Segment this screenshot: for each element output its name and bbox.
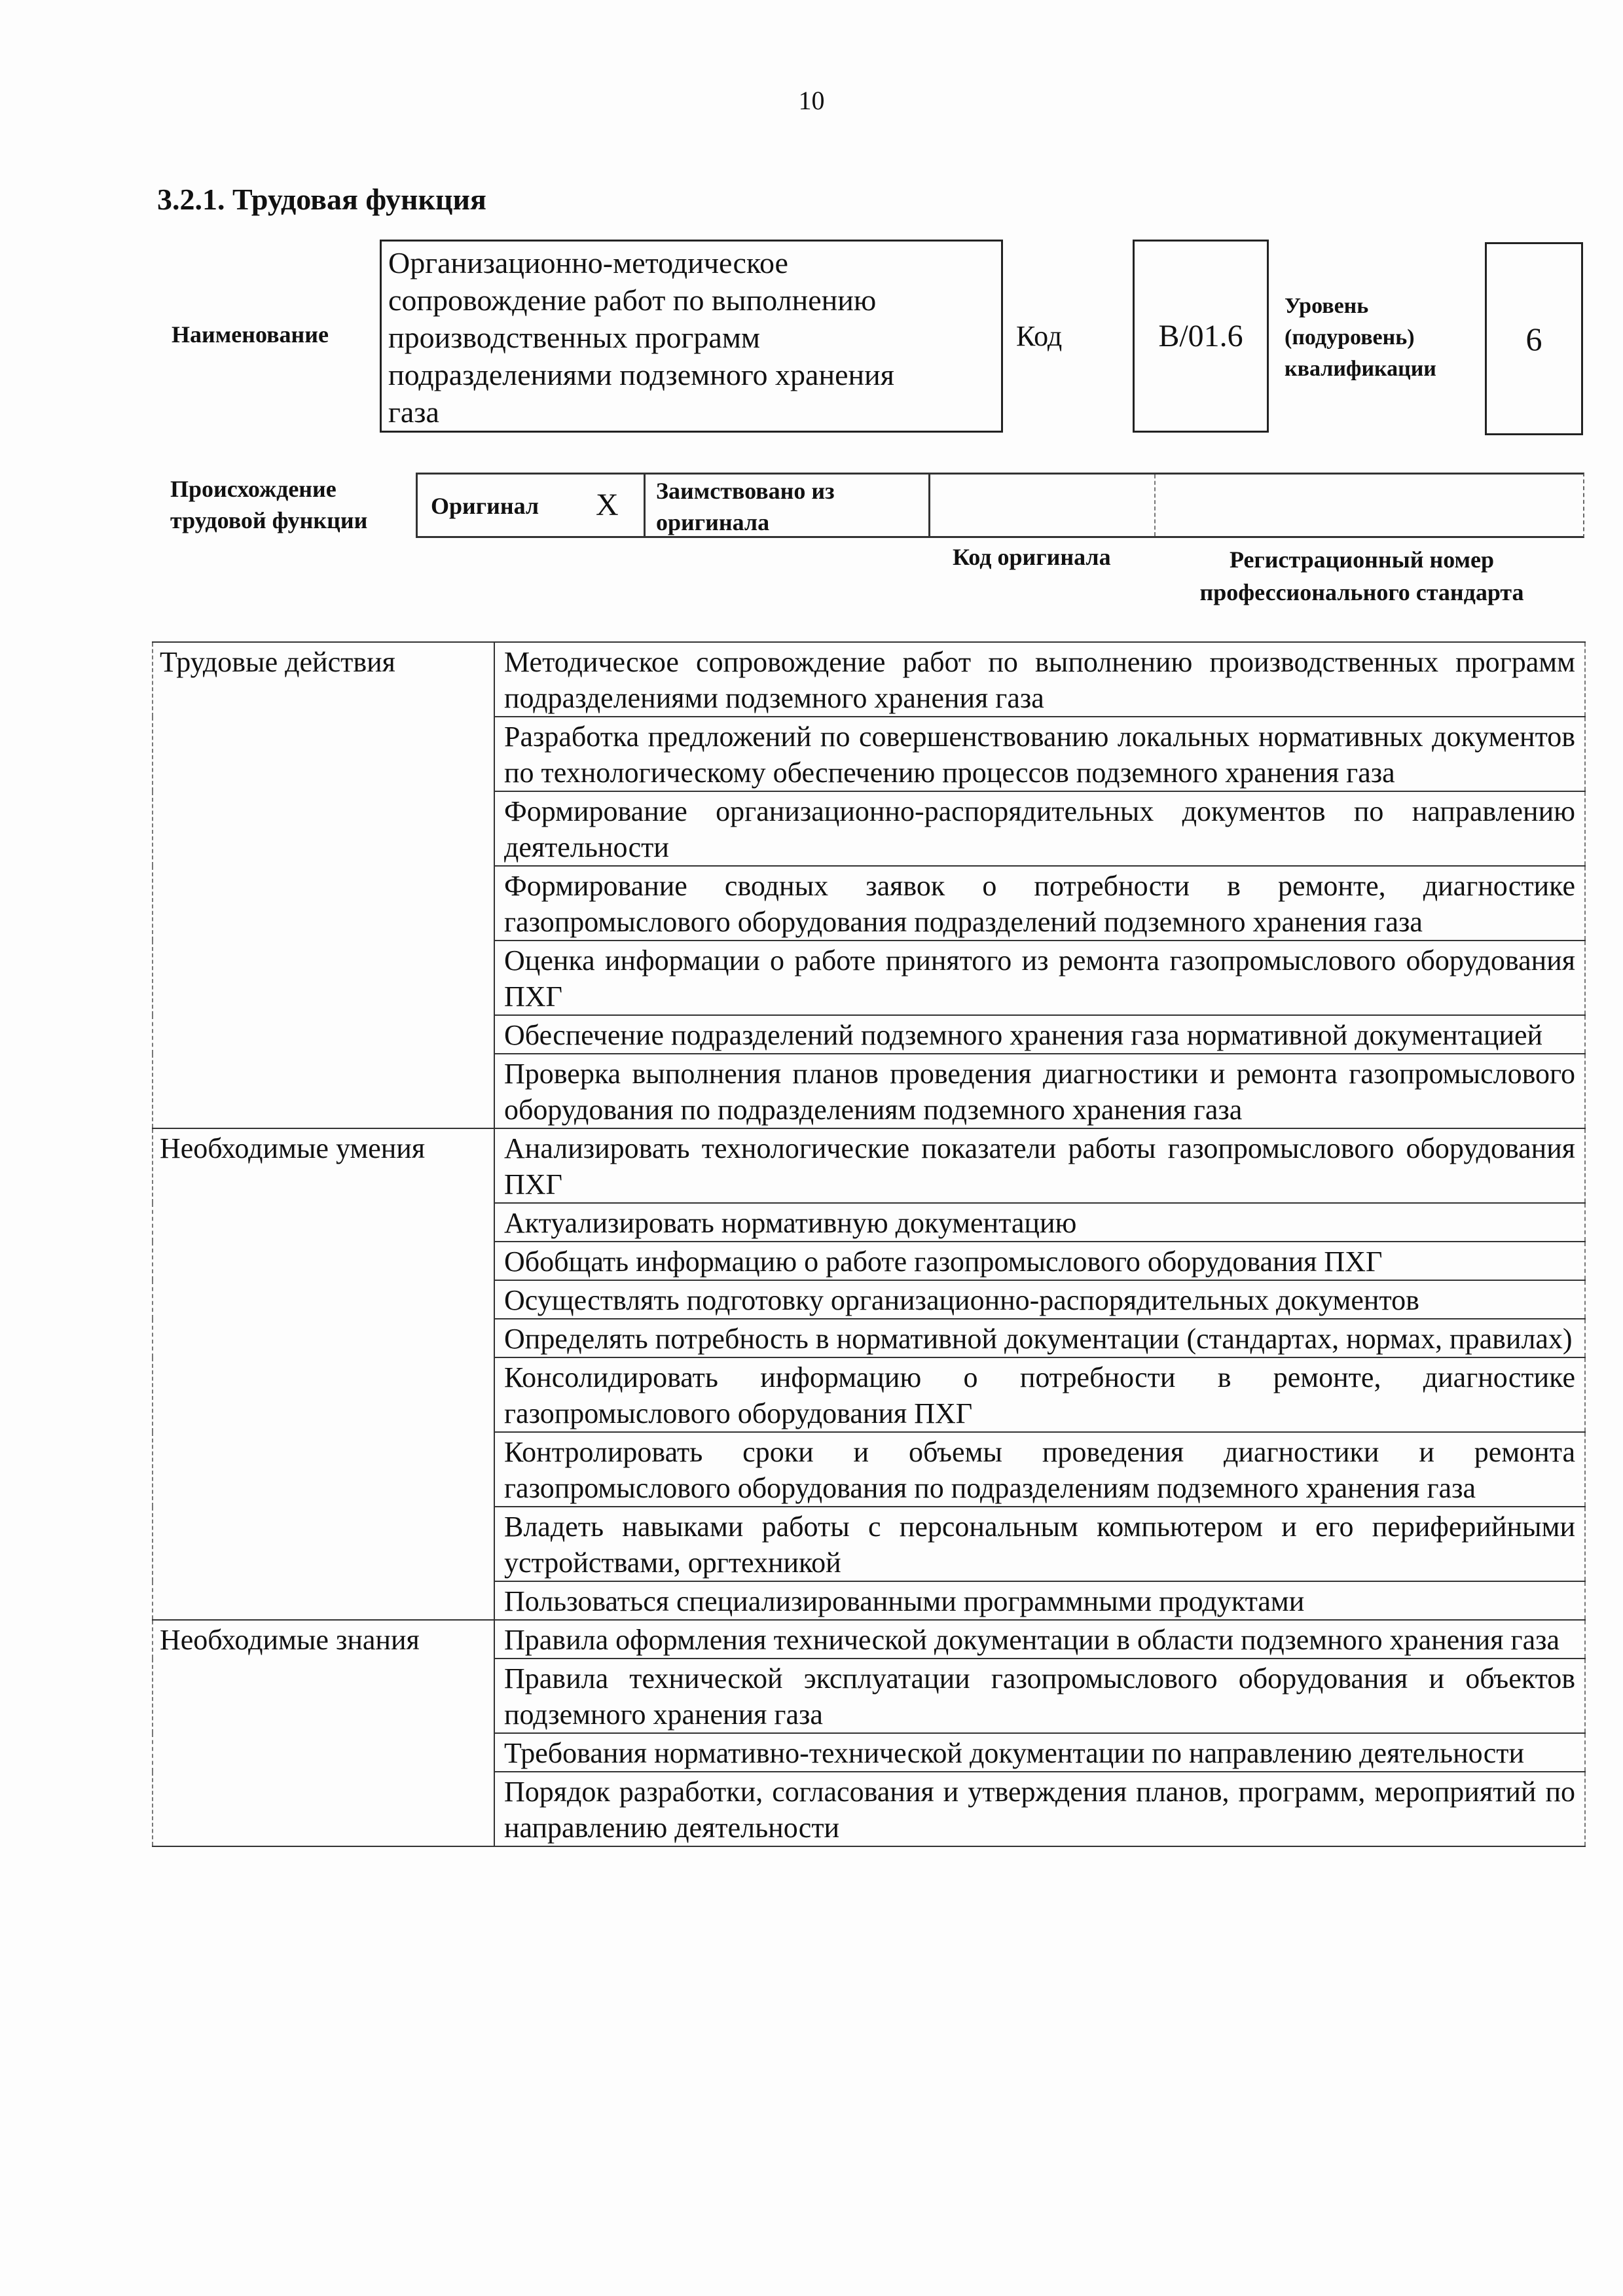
function-name-line: производственных программ: [388, 321, 761, 354]
table-cell: Обобщать информацию о работе газопромыслового оборудования ПХГ: [494, 1242, 1585, 1280]
name-label: Наименование: [172, 321, 329, 348]
table-cell: Проверка выполнения планов проведения диагностики и ремонта газопромыслового оборудования по подразделениям подземного хранения газа: [494, 1054, 1585, 1128]
origin-table-divider: [644, 475, 646, 536]
level-value-box: [1485, 242, 1583, 435]
borrowed-label-line: оригинала: [656, 509, 770, 535]
table-cell: Осуществлять подготовку организационно-распорядительных документов: [494, 1280, 1585, 1319]
origin-table-divider: [1154, 475, 1156, 536]
table-cell: Требования нормативно-технической документации по направлению деятельности: [494, 1733, 1585, 1772]
reg-number-caption: [1165, 543, 1558, 609]
table-cell: Правила технической эксплуатации газопромыслового оборудования и объектов подземного хранения газа: [494, 1659, 1585, 1733]
level-label-line: квалификации: [1285, 357, 1436, 381]
origin-table-divider: [928, 475, 930, 536]
level-label-line: Уровень: [1285, 294, 1369, 318]
section-title: 3.2.1. Трудовая функция: [157, 183, 486, 216]
table-cell: Консолидировать информацию о потребности в ремонте, диагностике газопромыслового оборудования ПХГ: [494, 1357, 1585, 1432]
table-cell: Формирование сводных заявок о потребности в ремонте, диагностике газопромыслового оборудования подразделений подземного хранения газа: [494, 866, 1585, 941]
table-cell: Контролировать сроки и объемы проведения диагностики и ремонта газопромыслового оборудования по подразделениям подземного хранения газа: [494, 1432, 1585, 1507]
table-row: [153, 1128, 1585, 1203]
code-value-box: [1133, 240, 1269, 433]
level-value: 6: [1525, 320, 1542, 357]
original-mark: X: [596, 488, 619, 522]
function-name-line: сопровождение работ по выполнению: [388, 283, 877, 317]
table-cell: Методическое сопровождение работ по выполнению производственных программ подразделениями подземного хранения газа: [494, 642, 1585, 717]
level-label: [1285, 291, 1436, 385]
origin-label-line: Происхождение: [170, 476, 337, 502]
section-title-labor-actions: Трудовые действия: [153, 642, 494, 1128]
level-label-line: (подуровень): [1285, 325, 1415, 350]
section-title-knowledge: Необходимые знания: [153, 1620, 494, 1846]
code-label: Код: [1016, 320, 1063, 352]
page-number: 10: [798, 86, 825, 115]
table-cell: Анализировать технологические показатели работы газопромыслового оборудования ПХГ: [494, 1128, 1585, 1203]
table-cell: Оценка информации о работе принятого из ремонта газопромыслового оборудования ПХГ: [494, 941, 1585, 1015]
table-cell: Пользоваться специализированными программными продуктами: [494, 1581, 1585, 1620]
table-cell: Разработка предложений по совершенствованию локальных нормативных документов по технологическому обеспечению процессов подземного хранения газа: [494, 717, 1585, 791]
reg-number-caption-line: профессионального стандарта: [1199, 579, 1524, 605]
original-code-caption: Код оригинала: [953, 544, 1111, 570]
table-cell: Порядок разработки, согласования и утверждения планов, программ, мероприятий по направлению деятельности: [494, 1772, 1585, 1846]
reg-number-caption-line: Регистрационный номер: [1229, 547, 1495, 573]
table-cell: Обеспечение подразделений подземного хранения газа нормативной документацией: [494, 1015, 1585, 1054]
table-cell: Актуализировать нормативную документацию: [494, 1203, 1585, 1242]
table-cell: Определять потребность в нормативной документации (стандартах, нормах, правилах): [494, 1319, 1585, 1357]
origin-label: [170, 473, 367, 536]
table-cell: Правила оформления технической документации в области подземного хранения газа: [494, 1620, 1585, 1659]
competency-table: [152, 641, 1586, 1847]
origin-table: [416, 473, 1584, 538]
function-name-line: газа: [388, 395, 439, 429]
function-name-box: [380, 240, 1003, 433]
borrowed-label: [656, 475, 835, 538]
borrowed-label-line: Заимствовано из: [656, 478, 835, 504]
function-name-line: Организационно-методическое: [388, 246, 788, 279]
origin-label-line: трудовой функции: [170, 507, 368, 533]
original-label: Оригинал: [431, 493, 539, 519]
section-title-skills: Необходимые умения: [153, 1128, 494, 1620]
table-cell: Владеть навыками работы с персональным компьютером и его периферийными устройствами, оргтехникой: [494, 1507, 1585, 1581]
table-row: [153, 642, 1585, 717]
function-name-line: подразделениями подземного хранения: [388, 358, 894, 391]
table-cell: Формирование организационно-распорядительных документов по направлению деятельности: [494, 791, 1585, 866]
table-row: [153, 1620, 1585, 1659]
code-value: B/01.6: [1158, 319, 1243, 353]
